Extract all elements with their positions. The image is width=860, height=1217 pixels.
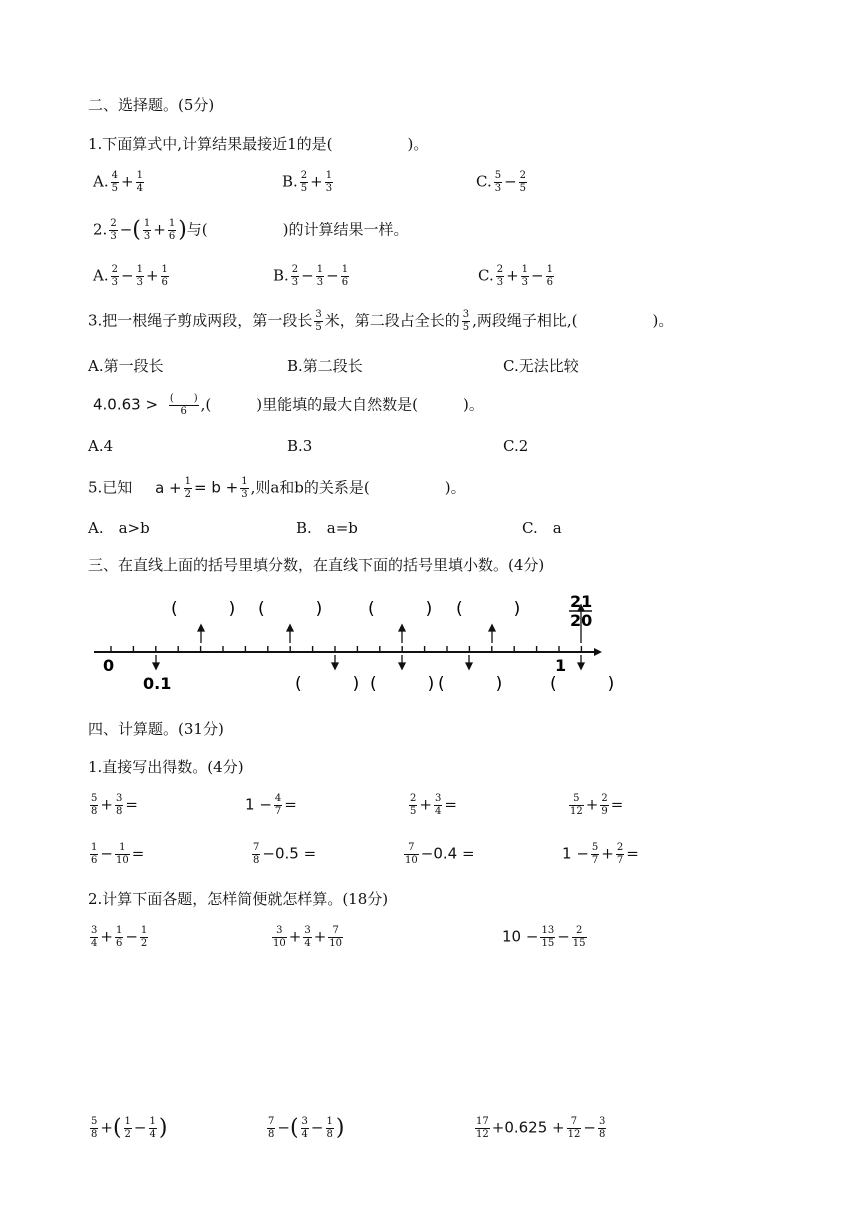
fraction-numerator: 21	[570, 592, 593, 611]
bottom-paren-4[interactable]: ( )	[550, 674, 615, 694]
q3-text: 3.把一根绳子剪成两段，第一段长 $\frac{3}{5}$ 米，第二段占全长的 $\frac{3}{5}$ ,两段绳子相比,( )。	[88, 309, 674, 333]
q3-option-c[interactable]: C.无法比较	[503, 357, 579, 375]
q2-option-c[interactable]: C. $\frac{2}{3}$ + $\frac{1}{3}$ − $\frac{1}{6}$	[478, 264, 553, 288]
q5-option-b[interactable]: B. a=b	[296, 519, 358, 537]
q4-option-c[interactable]: C.2	[503, 437, 529, 455]
q4-option-a[interactable]: A.4	[88, 437, 114, 455]
calc-2: 1 − $\frac{4}{7}$ =	[245, 793, 297, 817]
calc-4: $\frac{5}{12}$ + $\frac{2}{9}$ =	[570, 793, 624, 817]
calc-6: $\frac{7}{8}$ −0.5 =	[253, 842, 317, 866]
calc-8: 1 − $\frac{5}{7}$ + $\frac{2}{7}$ =	[562, 842, 639, 866]
sec4-sub2: 2.计算下面各题，怎样简便就怎样算。(18分)	[88, 890, 389, 908]
label-zero: 0	[103, 656, 115, 675]
top-paren-4[interactable]: ( )	[456, 599, 521, 619]
calc-5: $\frac{1}{6}$ − $\frac{1}{10}$ =	[91, 842, 145, 866]
q4-text: 4.0.63 > $\frac{( )}{6}$ ,( )里能填的最大自然数是( )。	[93, 393, 484, 417]
bottom-paren-3[interactable]: ( )	[438, 674, 503, 694]
top-paren-3[interactable]: ( )	[368, 599, 433, 619]
q1-option-a[interactable]: A. $\frac{4}{5}$ + $\frac{1}{4}$	[93, 170, 143, 194]
fraction-denominator: 20	[570, 611, 593, 630]
calc-3: $\frac{2}{5}$ + $\frac{3}{4}$ =	[410, 793, 457, 817]
q4-option-b[interactable]: B.3	[287, 437, 313, 455]
calc-7: $\frac{7}{10}$ −0.4 =	[405, 842, 475, 866]
label-one: 1	[555, 656, 567, 675]
simplify-1: $\frac{3}{4}$ + $\frac{1}{6}$ − $\frac{1}{2}$	[91, 925, 148, 949]
bottom-paren-1[interactable]: ( )	[295, 674, 360, 694]
q1-option-b[interactable]: B. $\frac{2}{5}$ + $\frac{1}{3}$	[282, 170, 333, 194]
q5-text: 5.已知 a + $\frac{1}{2}$ = b + $\frac{1}{3}$ ,则a和b的关系是( )。	[88, 476, 466, 500]
bottom-paren-2[interactable]: ( )	[370, 674, 435, 694]
q2-option-a[interactable]: A. $\frac{2}{3}$ − $\frac{1}{3}$ + $\frac{1}{6}$	[93, 264, 168, 288]
calc-1: $\frac{5}{8}$ + $\frac{3}{8}$ =	[91, 793, 138, 817]
sec4-sub1: 1.直接写出得数。(4分)	[88, 758, 244, 776]
q3-option-a[interactable]: A.第一段长	[88, 357, 164, 375]
q1-option-c[interactable]: C. $\frac{5}{3}$ − $\frac{2}{5}$	[476, 170, 527, 194]
section-3-title: 三、在直线上面的括号里填分数，在直线下面的括号里填小数。(4分)	[88, 556, 545, 574]
simplify-3: 10 − $\frac{13}{15}$ − $\frac{2}{15}$	[502, 925, 586, 949]
q5-option-c[interactable]: C. a	[522, 519, 562, 537]
q2-text: 2. $\frac{2}{3}$ −( $\frac{1}{3}$ + $\frac{1}{6}$ )与( )的计算结果一样。	[93, 217, 409, 243]
number-line-arrowhead	[594, 648, 602, 656]
q1-text: 1.下面算式中,计算结果最接近1的是( )。	[88, 135, 429, 153]
q3-option-b[interactable]: B.第二段长	[287, 357, 363, 375]
top-paren-2[interactable]: ( )	[258, 599, 323, 619]
simplify-4: $\frac{5}{8}$ +( $\frac{1}{2}$ − $\frac{1}{4}$ )	[91, 1115, 168, 1141]
label-tenth: 0.1	[143, 674, 172, 693]
simplify-2: $\frac{3}{10}$ + $\frac{3}{4}$ + $\frac{7}{10}$	[273, 925, 342, 949]
section-2-title: 二、选择题。(5分)	[88, 96, 215, 114]
simplify-6: $\frac{17}{12}$ +0.625 + $\frac{7}{12}$ − $\frac{3}{8}$	[476, 1116, 606, 1140]
q2-option-b[interactable]: B. $\frac{2}{3}$ − $\frac{1}{3}$ − $\frac{1}{6}$	[273, 264, 349, 288]
simplify-5: $\frac{7}{8}$ −( $\frac{3}{4}$ − $\frac{1}{8}$ )	[268, 1115, 345, 1141]
down-arrows	[153, 655, 584, 669]
q5-option-a[interactable]: A. a>b	[88, 519, 150, 537]
section-4-title: 四、计算题。(31分)	[88, 720, 224, 738]
top-paren-1[interactable]: ( )	[171, 599, 236, 619]
number-line-figure	[88, 585, 618, 700]
